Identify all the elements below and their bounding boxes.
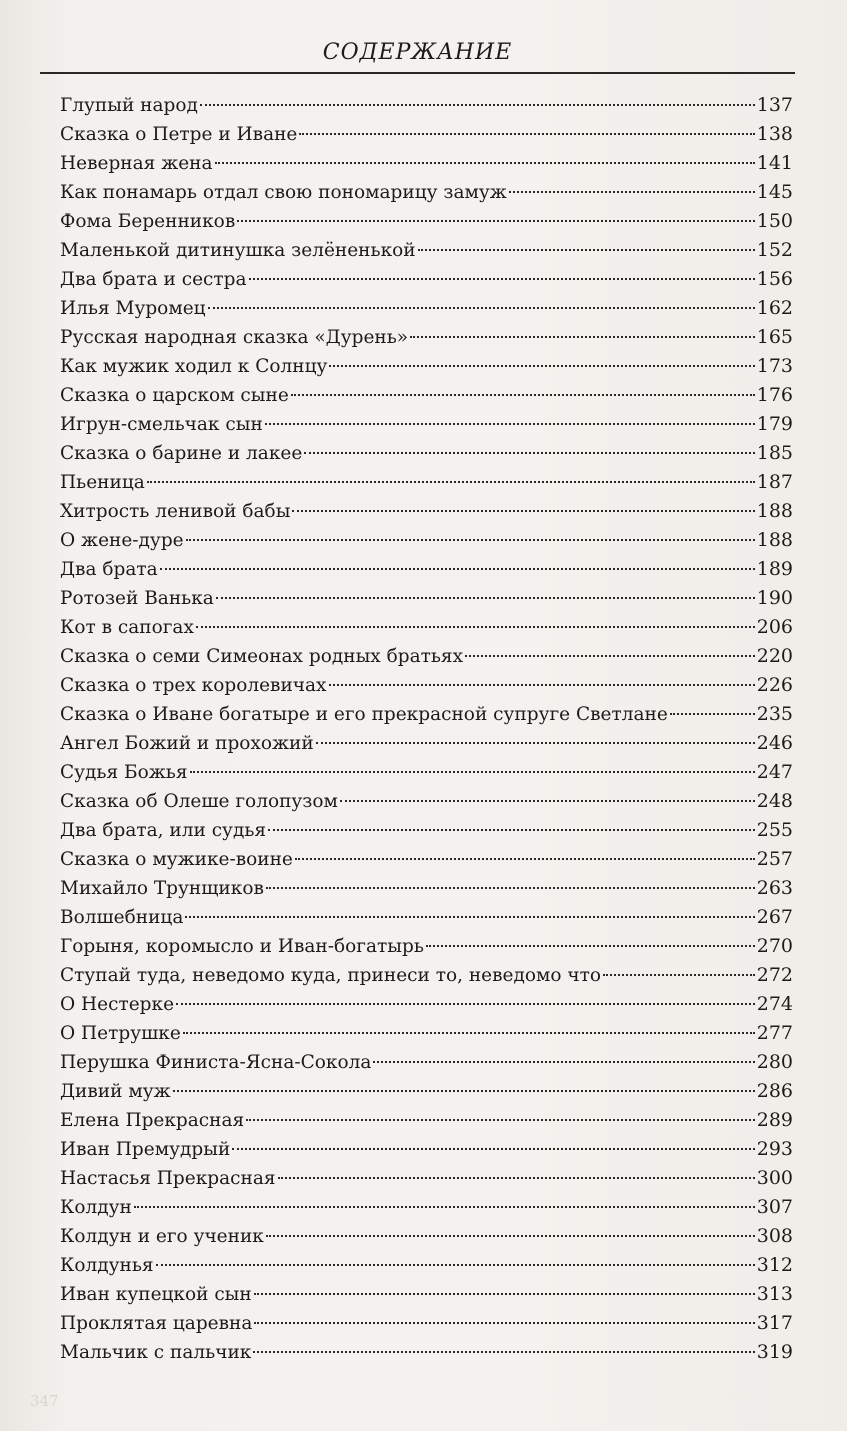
toc-dot-leader (295, 858, 755, 860)
toc-dot-leader (316, 742, 755, 744)
toc-dot-leader (603, 974, 755, 976)
toc-entry-page: 272 (756, 964, 793, 986)
toc-dot-leader (292, 510, 754, 512)
toc-entry (60, 1338, 793, 1367)
page-number: 347 (30, 1392, 59, 1410)
toc-entry (60, 1077, 793, 1106)
toc-entry-page: 150 (756, 210, 793, 232)
toc-entry-page: 176 (756, 384, 793, 406)
toc-entry-page: 226 (756, 674, 793, 696)
toc-entry-title: Глупый народ (60, 95, 198, 116)
toc-entry-page: 308 (756, 1225, 793, 1247)
toc-entry-title: Сказка о царском сыне (60, 385, 289, 406)
toc-entry-title: Сказка о мужике-воине (60, 849, 293, 870)
toc-entry-title: Судья Божья (60, 762, 188, 783)
toc-entry-page: 248 (756, 790, 793, 812)
toc-entry (60, 1251, 793, 1280)
toc-dot-leader (254, 1322, 754, 1324)
toc-dot-leader (176, 1003, 755, 1005)
toc-entry-page: 319 (756, 1341, 793, 1363)
toc-dot-leader (215, 162, 755, 164)
toc-entry-page: 206 (756, 616, 793, 638)
toc-entry-title: Колдунья (60, 1255, 154, 1276)
toc-entry (60, 323, 793, 352)
toc-entry (60, 265, 793, 294)
toc-dot-leader (410, 336, 755, 338)
toc-dot-leader (465, 655, 755, 657)
toc-entry (60, 1222, 793, 1251)
toc-entry-page: 307 (756, 1196, 793, 1218)
toc-entry-page: 293 (756, 1138, 793, 1160)
toc-entry (60, 1309, 793, 1338)
toc-dot-leader (418, 249, 755, 251)
toc-entry-page: 173 (756, 355, 793, 377)
toc-entry-title: Неверная жена (60, 153, 213, 174)
toc-dot-leader (183, 1032, 755, 1034)
toc-dot-leader (265, 423, 755, 425)
toc-dot-leader (173, 1090, 755, 1092)
toc-entry-title: Горыня, коромысло и Иван-богатырь (60, 936, 424, 957)
toc-entry (60, 555, 793, 584)
toc-entry-title: Мальчик с пальчик (60, 1342, 252, 1363)
toc-entry-title: Иван Премудрый (60, 1139, 231, 1160)
toc-entry (60, 91, 793, 120)
toc-entry (60, 990, 793, 1019)
toc-entry (60, 1135, 793, 1164)
toc-entry (60, 526, 793, 555)
toc-dot-leader (185, 916, 754, 918)
toc-entry-page: 274 (756, 993, 793, 1015)
toc-entry-page: 267 (756, 906, 793, 928)
toc-dot-leader (208, 307, 755, 309)
toc-entry-title: Фома Беренников (60, 211, 236, 232)
toc-entry-title: О Петрушке (60, 1023, 181, 1044)
toc-entry-title: Илья Муромец (60, 298, 206, 319)
toc-entry-title: Сказка о Иване богатыре и его прекрасной супруге Светлане (60, 704, 668, 725)
page-header (40, 38, 795, 74)
toc-entry (60, 787, 793, 816)
toc-entry (60, 1193, 793, 1222)
toc-entry-title: Колдун (60, 1197, 132, 1218)
toc-entry-page: 190 (756, 587, 793, 609)
toc-entry-title: Сказка о Петре и Иване (60, 124, 298, 145)
toc-entry-page: 280 (756, 1051, 793, 1073)
toc-dot-leader (237, 220, 754, 222)
toc-entry-page: 145 (756, 181, 793, 203)
toc-dot-leader (329, 684, 755, 686)
toc-entry (60, 410, 793, 439)
toc-entry-title: Проклятая царевна (60, 1313, 253, 1334)
toc-entry-title: Пьеница (60, 472, 145, 493)
toc-entry-page: 246 (756, 732, 793, 754)
toc-entry (60, 207, 793, 236)
toc-entry-page: 313 (756, 1283, 793, 1305)
toc-dot-leader (304, 452, 754, 454)
toc-entry-title: О Нестерке (60, 994, 175, 1015)
toc-entry (60, 178, 793, 207)
toc-entry (60, 584, 793, 613)
toc-entry (60, 932, 793, 961)
toc-entry-page: 220 (756, 645, 793, 667)
toc-entry-page: 185 (756, 442, 793, 464)
toc-entry (60, 120, 793, 149)
toc-entry-title: Сказка о трех королевичах (60, 675, 327, 696)
toc-entry-page: 317 (756, 1312, 793, 1334)
toc-dot-leader (216, 597, 755, 599)
toc-dot-leader (266, 1235, 755, 1237)
toc-entry (60, 729, 793, 758)
toc-entry (60, 642, 793, 671)
toc-entry-page: 289 (756, 1109, 793, 1131)
toc-dot-leader (268, 829, 755, 831)
toc-entry-page: 188 (756, 529, 793, 551)
toc-dot-leader (200, 104, 755, 106)
toc-entry-title: Михайло Трунщиков (60, 878, 264, 899)
toc-entry-page: 300 (756, 1167, 793, 1189)
toc-dot-leader (156, 1264, 755, 1266)
toc-dot-leader (232, 1148, 754, 1150)
toc-dot-leader (186, 539, 755, 541)
toc-dot-leader (670, 713, 755, 715)
toc-entry-title: Хитрость ленивой бабы (60, 501, 291, 522)
toc-entry-page: 162 (756, 297, 793, 319)
toc-dot-leader (340, 800, 755, 802)
toc-entry-title: Ступай туда, неведомо куда, принеси то, неведомо что (60, 965, 602, 986)
toc-entry (60, 497, 793, 526)
toc-entry (60, 352, 793, 381)
toc-entry-title: Два брата (60, 559, 158, 580)
toc-entry-title: Как понамарь отдал свою пономарицу замуж (60, 182, 507, 203)
toc-dot-leader (426, 945, 755, 947)
toc-dot-leader (249, 278, 755, 280)
toc-entry-title: Колдун и его ученик (60, 1226, 264, 1247)
page-title: СОДЕРЖАНИЕ (322, 40, 513, 65)
toc-entry-title: Маленькой дитинушка зелёненькой (60, 240, 416, 261)
toc-entry (60, 613, 793, 642)
toc-dot-leader (190, 771, 755, 773)
toc-entry-page: 270 (756, 935, 793, 957)
toc-entry-title: Елена Прекрасная (60, 1110, 245, 1131)
toc-entry-page: 188 (756, 500, 793, 522)
toc-dot-leader (246, 1119, 755, 1121)
toc-dot-leader (278, 1177, 755, 1179)
toc-entry (60, 149, 793, 178)
toc-entry-title: Ротозей Ванька (60, 588, 214, 609)
toc-entry-title: Сказка об Олеше голопузом (60, 791, 338, 812)
toc-dot-leader (266, 887, 755, 889)
toc-entry-page: 141 (756, 152, 793, 174)
toc-entry-page: 286 (756, 1080, 793, 1102)
toc-entry-title: Настасья Прекрасная (60, 1168, 276, 1189)
toc-dot-leader (160, 568, 755, 570)
toc-entry-title: Дивий муж (60, 1081, 171, 1102)
toc-dot-leader (254, 1293, 755, 1295)
toc-dot-leader (196, 626, 755, 628)
toc-entry (60, 903, 793, 932)
toc-dot-leader (291, 394, 755, 396)
toc-entry-title: Иван купецкой сын (60, 1284, 252, 1305)
toc-entry-page: 138 (756, 123, 793, 145)
toc-entry (60, 758, 793, 787)
toc-entry-title: Два брата, или судья (60, 820, 267, 841)
toc-entry-page: 187 (756, 471, 793, 493)
toc-entry (60, 1048, 793, 1077)
toc-entry-page: 277 (756, 1022, 793, 1044)
toc-entry-page: 156 (756, 268, 793, 290)
toc-entry-page: 257 (756, 848, 793, 870)
toc-entry (60, 236, 793, 265)
toc-entry-page: 263 (756, 877, 793, 899)
toc-entry-page: 165 (756, 326, 793, 348)
toc-entry-page: 235 (756, 703, 793, 725)
toc-entry (60, 816, 793, 845)
toc-entry-title: Сказка о барине и лакее (60, 443, 303, 464)
toc-entry-title: Сказка о семи Симеонах родных братьях (60, 646, 464, 667)
toc-entry (60, 961, 793, 990)
toc-dot-leader (329, 365, 754, 367)
toc-entry-title: Ангел Божий и прохожий (60, 733, 314, 754)
toc-entry-page: 312 (756, 1254, 793, 1276)
toc-dot-leader (509, 191, 755, 193)
toc-entry (60, 1164, 793, 1193)
toc-entry-page: 179 (756, 413, 793, 435)
toc-entry (60, 439, 793, 468)
toc-entry (60, 1106, 793, 1135)
toc-dot-leader (299, 133, 754, 135)
toc-entry-title: Русская народная сказка «Дурень» (60, 327, 409, 348)
toc-entry-title: О жене-дуре (60, 530, 184, 551)
toc-entry-title: Игрун-смельчак сын (60, 414, 263, 435)
toc-entry (60, 874, 793, 903)
toc-entry-title: Перушка Финиста-Ясна-Сокола (60, 1052, 372, 1073)
toc-entry-title: Кот в сапогах (60, 617, 194, 638)
toc-entry-title: Два брата и сестра (60, 269, 247, 290)
toc-entry-title: Как мужик ходил к Солнцу (60, 356, 328, 377)
toc-entry (60, 294, 793, 323)
toc-entry (60, 381, 793, 410)
toc-dot-leader (134, 1206, 755, 1208)
toc-dot-leader (373, 1061, 754, 1063)
toc-entry-page: 255 (756, 819, 793, 841)
toc-entry (60, 845, 793, 874)
toc-entry (60, 1019, 793, 1048)
toc-dot-leader (253, 1351, 754, 1353)
toc-entry-title: Волшебница (60, 907, 184, 928)
toc-entry-page: 247 (756, 761, 793, 783)
toc-dot-leader (147, 481, 755, 483)
toc-entry (60, 700, 793, 729)
table-of-contents (60, 91, 793, 1367)
toc-entry (60, 1280, 793, 1309)
toc-entry (60, 671, 793, 700)
toc-entry (60, 468, 793, 497)
toc-entry-page: 137 (756, 94, 793, 116)
toc-entry-page: 189 (756, 558, 793, 580)
toc-entry-page: 152 (756, 239, 793, 261)
